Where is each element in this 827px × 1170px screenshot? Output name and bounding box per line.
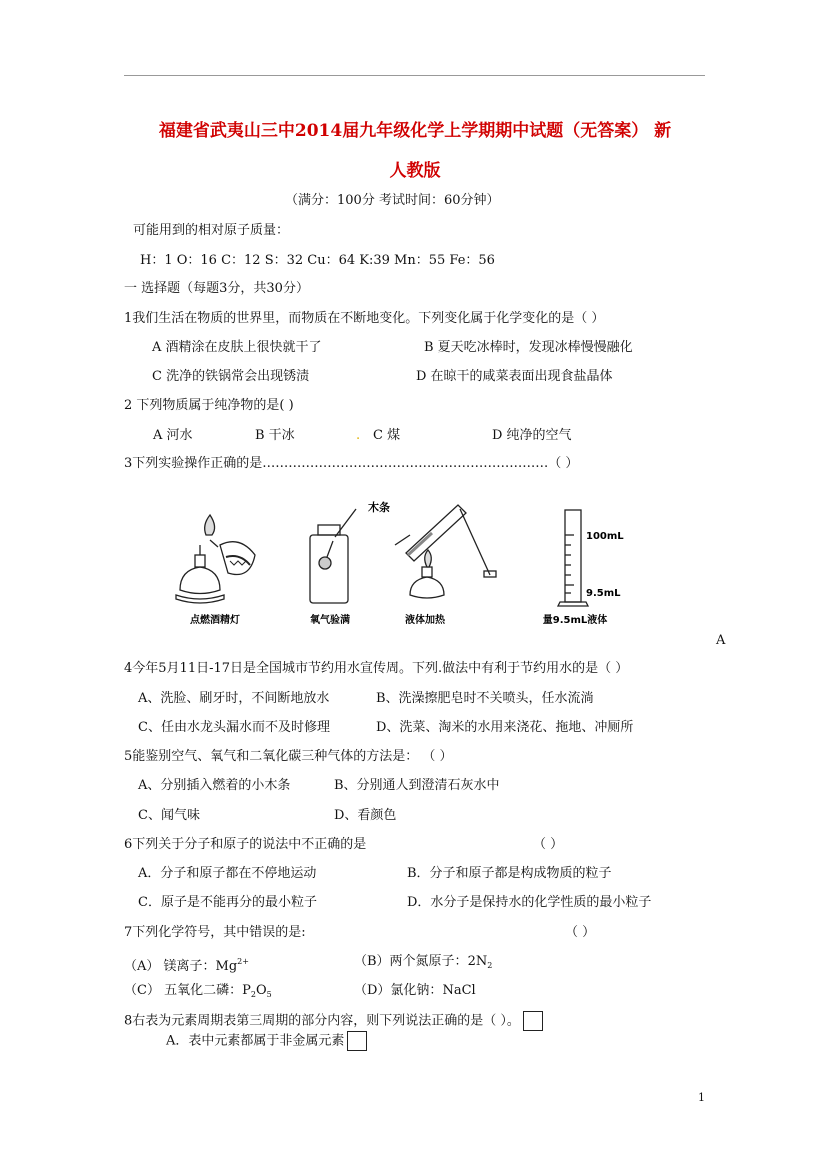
question-5-option-d: D、看颜色 — [334, 808, 397, 823]
question-2-option-a: A 河水 — [153, 428, 193, 443]
question-2-option-b: B 干冰 — [255, 428, 295, 443]
question-4-option-b: B、洗澡擦肥皂时不关喷头，任水流淌 — [376, 691, 594, 706]
question-4-option-d: D、洗菜、淘米的水用来浇花、拖地、冲厕所 — [376, 720, 634, 735]
stray-dot: . — [356, 428, 361, 443]
question-7-answer-paren: （ ） — [565, 925, 596, 940]
question-1-option-b: B 夏天吃冰棒时，发现冰棒慢慢融化 — [424, 340, 633, 355]
question-5-stem: 5能鉴别空气、氧气和二氧化碳三种气体的方法是： （ ） — [124, 749, 453, 764]
question-4-option-a: A、洗脸、刷牙时，不间断地放水 — [138, 691, 330, 706]
atomic-mass-label: 可能用到的相对原子质量： — [133, 223, 290, 238]
question-6-answer-paren: （ ） — [533, 837, 564, 852]
exam-title-line1: 福建省武夷山三中2014届九年级化学上学期期中试题（无答案） 新 — [158, 121, 672, 141]
answer-box — [523, 1011, 543, 1031]
question-3-stem: 3下列实验操作正确的是…………………………………………………………（ ） — [124, 456, 579, 471]
label-wood-stick: 木条 — [368, 501, 390, 514]
question-1-option-a: A 酒精涂在皮肤上很快就干了 — [152, 340, 322, 355]
alcohol-lamp-lighting-illustration — [176, 515, 255, 603]
question-1-option-c: C 洗净的铁锅常会出现锈渍 — [152, 369, 310, 384]
header-rule — [124, 75, 705, 76]
graduated-cylinder-illustration — [558, 510, 588, 606]
question-2-option-d: D 纯净的空气 — [492, 428, 572, 443]
oxygen-test-illustration — [310, 509, 356, 603]
question-1-option-d: D 在晾干的咸菜表面出现食盐晶体 — [416, 369, 613, 384]
question-8-stem: 8右表为元素周期表第三周期的部分内容，则下列说法正确的是（ ）。 — [124, 1011, 543, 1031]
question-1-stem: 1我们生活在物质的世界里，而物质在不断地变化。下列变化属于化学变化的是（ ） — [124, 311, 605, 326]
question-6-option-d: D．水分子是保持水的化学性质的最小粒子 — [407, 895, 652, 910]
question-8-option-a: A．表中元素都属于非金属元素 — [166, 1031, 367, 1051]
question-7-option-b: （B）两个氮原子：$2N_2$ — [354, 954, 493, 970]
question-2-option-c: C 煤 — [373, 428, 401, 443]
page-number: 1 — [698, 1091, 705, 1104]
question-4-option-c: C、任由水龙头漏水而不及时修理 — [138, 720, 330, 735]
answer-box — [347, 1031, 367, 1051]
question-7-option-a: （A） 镁离子：$Mg^{2+}$ — [124, 957, 249, 974]
question-6-option-b: B．分子和原子都是构成物质的粒子 — [407, 866, 612, 881]
caption-alcohol-lamp: 点燃酒精灯 — [190, 615, 240, 626]
question-4-stem: 4今年5月11日-17日是全国城市节约用水宣传周。下列.做法中有利于节约用水的是（ ） — [124, 661, 629, 676]
exam-title-line2: 人教版 — [389, 161, 441, 181]
question-2-stem: 2 下列物质属于纯净物的是( ) — [124, 398, 294, 413]
question-6-stem: 6下列关于分子和原子的说法中不正确的是 — [124, 837, 367, 852]
question-7-option-c: （C） 五氧化二磷：$P_2O_5$ — [124, 983, 272, 999]
caption-liquid-heating: 液体加热 — [405, 615, 445, 626]
score-info: （满分：100分 考试时间：60分钟） — [285, 193, 500, 208]
question-3-answer-letter: A — [716, 633, 726, 648]
question-6-option-c: C．原子是不能再分的最小粒子 — [138, 895, 317, 910]
question-5-option-b: B、分别通人到澄清石灰水中 — [334, 778, 500, 793]
question-5-option-a: A、分别插入燃着的小木条 — [138, 778, 291, 793]
question-5-option-c: C、闻气味 — [138, 808, 200, 823]
lab-operations-figure — [170, 495, 650, 630]
caption-cylinder: 量9.5mL液体 — [542, 615, 608, 626]
caption-oxygen-test: 氧气验满 — [310, 615, 350, 626]
question-7-stem: 7下列化学符号，其中错误的是: — [124, 925, 306, 940]
question-6-option-a: A．分子和原子都在不停地运动 — [138, 866, 317, 881]
label-100ml: 100mL — [586, 531, 624, 542]
label-9-5ml: 9.5mL — [586, 588, 621, 599]
question-7-option-d: （D）氯化钠：NaCl — [354, 983, 476, 998]
atomic-masses: H：1 O：16 C：12 S：32 Cu：64 K:39 Mn：55 Fe：56 — [140, 253, 495, 268]
liquid-heating-illustration — [395, 505, 496, 598]
section-heading: 一 选择题（每题3分，共30分） — [124, 281, 309, 296]
